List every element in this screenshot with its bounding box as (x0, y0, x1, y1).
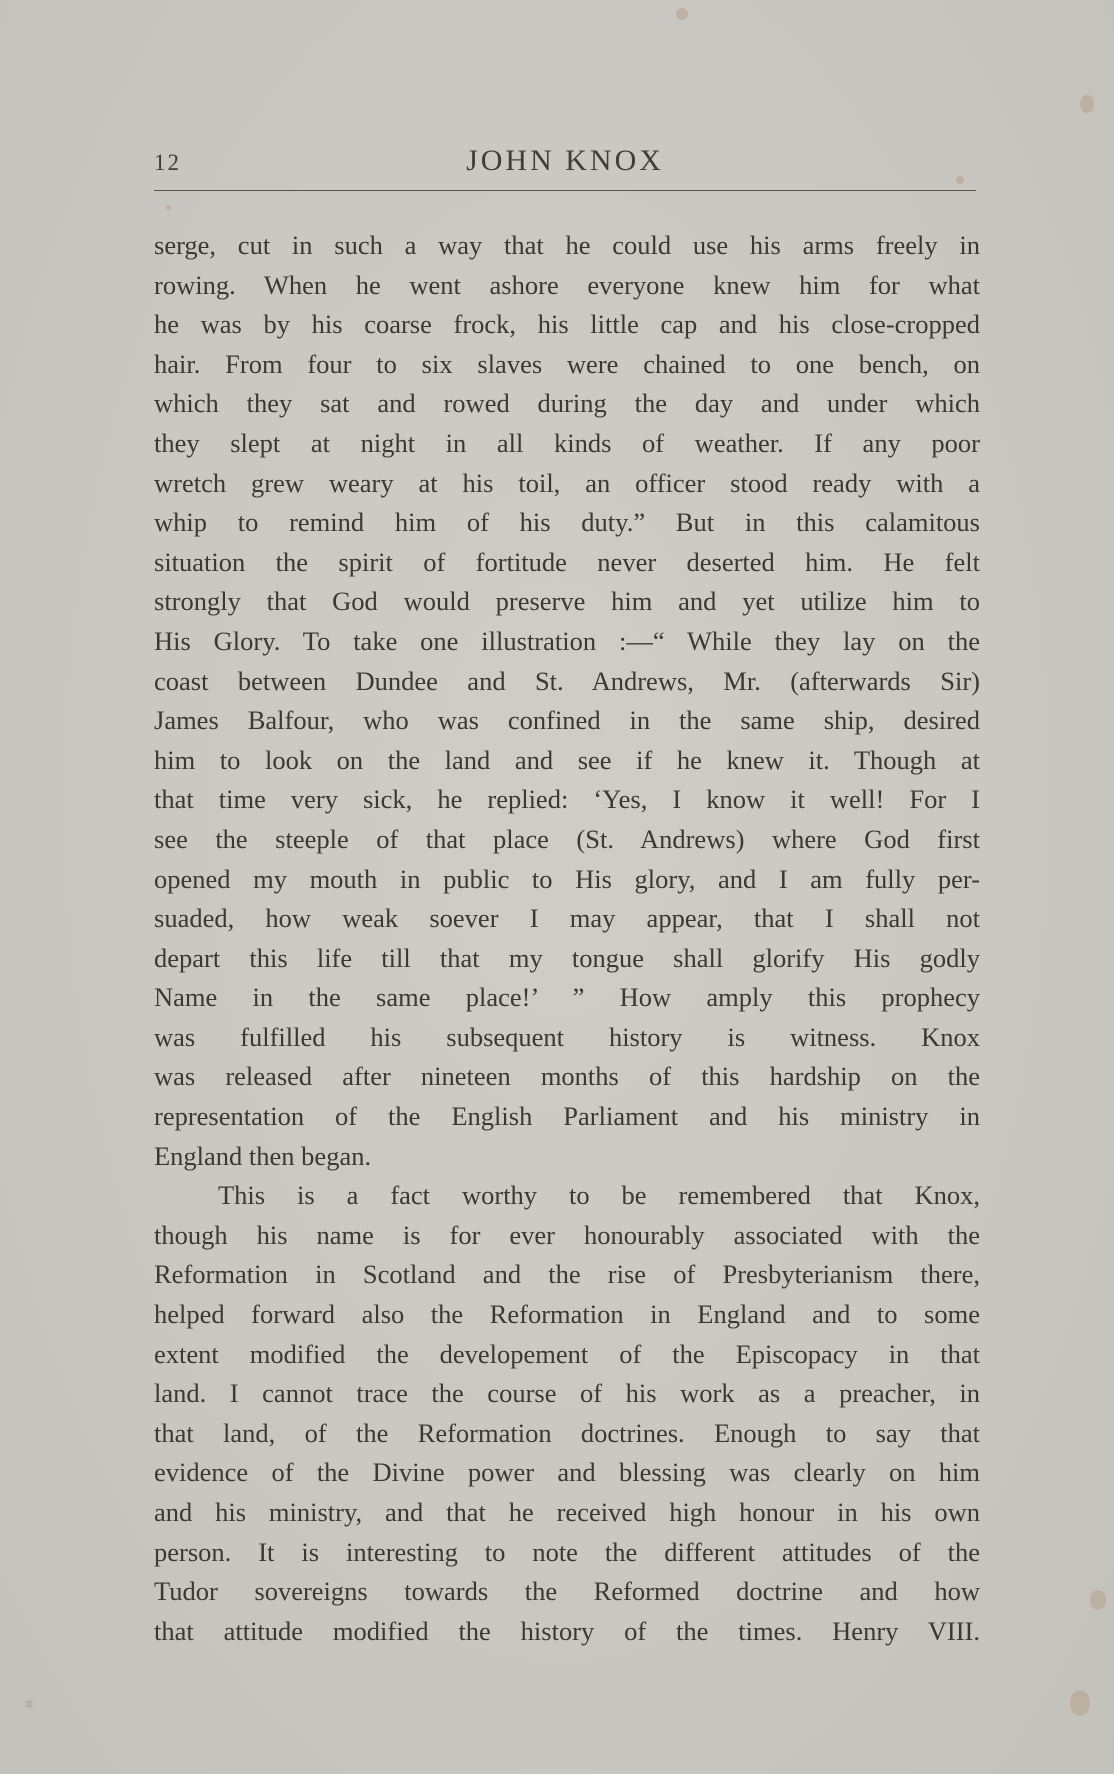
text-line: Reformation in Scotland and the rise of Presbyterianism there, (154, 1259, 980, 1290)
text-line: whip to remind him of his duty.” But in this calamitous (154, 507, 980, 538)
paper-speck (25, 1700, 33, 1708)
text-line: James Balfour, who was confined in the same ship, desired (154, 705, 980, 736)
text-line: hair. From four to six slaves were chained to one bench, on (154, 348, 980, 379)
paper-speck (956, 176, 964, 184)
header-rule (154, 190, 976, 191)
text-line: land. I cannot trace the course of his work as a preacher, in (154, 1378, 980, 1409)
paper-speck (166, 205, 171, 210)
text-line: person. It is interesting to note the different attitudes of the (154, 1536, 980, 1567)
paper-speck (1070, 1690, 1090, 1716)
text-line: him to look on the land and see if he knew it. Though at (154, 744, 980, 775)
text-line: coast between Dundee and St. Andrews, Mr. (afterwards Sir) (154, 665, 980, 696)
page-header (154, 140, 976, 184)
text-line: Tudor sovereigns towards the Reformed doctrine and how (154, 1576, 980, 1607)
text-line: they slept at night in all kinds of weather. If any poor (154, 427, 980, 458)
text-line: he was by his coarse frock, his little cap and his close-cropped (154, 309, 980, 340)
text-line: serge, cut in such a way that he could use his arms freely in (154, 230, 980, 260)
text-line: that time very sick, he replied: ‘Yes, I know it well! For I (154, 784, 980, 815)
paper-speck (1090, 1590, 1106, 1610)
text-line: situation the spirit of fortitude never deserted him. He felt (154, 546, 980, 577)
text-line: rowing. When he went ashore everyone knew him for what (154, 269, 980, 300)
text-line: was fulfilled his subsequent history is witness. Knox (154, 1021, 980, 1052)
text-line: wretch grew weary at his toil, an officer stood ready with a (154, 467, 980, 498)
text-line: depart this life till that my tongue shall glorify His godly (154, 942, 980, 973)
text-line: His Glory. To take one illustration :—“ While they lay on the (154, 625, 980, 656)
text-line: Name in the same place!’ ” How amply this prophecy (154, 982, 980, 1013)
text-line: strongly that God would preserve him and yet utilize him to (154, 586, 980, 617)
text-line: suaded, how weak soever I may appear, that I shall not (154, 903, 980, 934)
text-line: opened my mouth in public to His glory, and I am fully per- (154, 863, 980, 894)
text-line: England then began. (154, 1140, 372, 1171)
text-line: that land, of the Reformation doctrines. Enough to say that (154, 1417, 980, 1448)
text-line: though his name is for ever honourably associated with the (154, 1219, 980, 1250)
paper-speck (676, 8, 688, 20)
body-text (154, 226, 980, 1651)
paper-speck (1080, 95, 1094, 113)
text-line: which they sat and rowed during the day and under which (154, 388, 980, 419)
text-line: evidence of the Divine power and blessing was clearly on him (154, 1457, 980, 1488)
text-line: extent modified the developement of the Episcopacy in that (154, 1338, 980, 1369)
text-line: that attitude modified the history of the times. Henry VIII. (154, 1615, 980, 1646)
text-line: was released after nineteen months of this hardship on the (154, 1061, 980, 1092)
text-line: and his ministry, and that he received high honour in his own (154, 1497, 980, 1527)
text-line: helped forward also the Reformation in England and to some (154, 1299, 980, 1330)
text-line: This is a fact worthy to be remembered that Knox, (218, 1180, 980, 1211)
page-number: 12 (154, 150, 181, 175)
text-line: representation of the English Parliament and his ministry in (154, 1101, 980, 1132)
running-head: JOHN KNOX (466, 144, 664, 177)
text-line: see the steeple of that place (St. Andrews) where God first (154, 823, 980, 854)
